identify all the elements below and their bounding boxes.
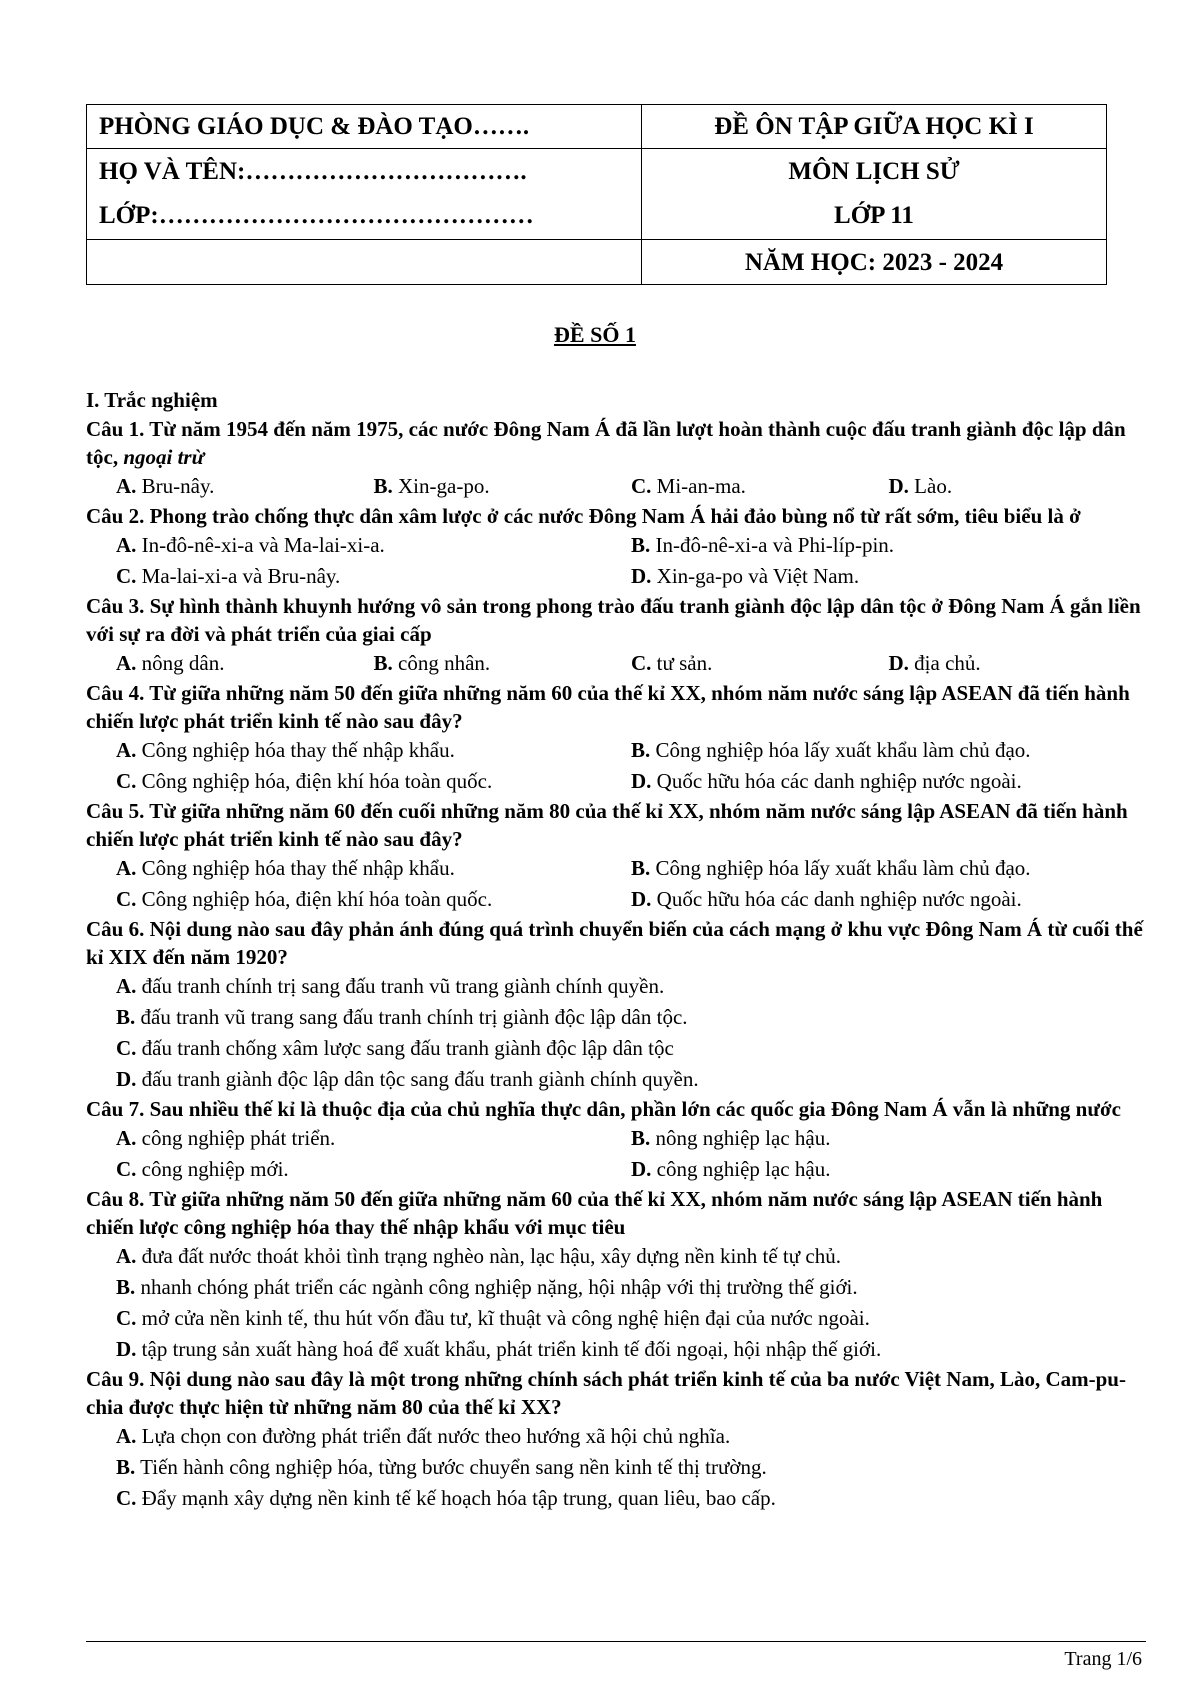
class-field: LỚP:………………………………………: [99, 202, 534, 229]
question-body: Từ giữa những năm 60 đến cuối những năm 80 của thế kỉ XX, nhóm năm nước sáng lập ASEAN đã tiến hành chiến lược phát triển kinh tế nào sau đây?: [86, 799, 1128, 851]
question-8: [86, 1185, 1146, 1365]
school-year-cell: [642, 240, 1107, 285]
option-a[interactable]: A. đưa đất nước thoát khỏi tình trạng nghèo nàn, lạc hậu, xây dựng nền kinh tế tự chủ.: [116, 1244, 841, 1268]
question-body: Nội dung nào sau đây phản ánh đúng quá trình chuyển biến của cách mạng ở khu vực Đông Nam Á từ cuối thế kỉ XIX đến năm 1920?: [86, 917, 1143, 969]
page-number: Trang 1/6: [1064, 1648, 1142, 1670]
options-row: [86, 884, 1146, 915]
student-info-cell: [87, 149, 642, 240]
option-c[interactable]: C. Mi-an-ma.: [631, 474, 746, 498]
department-cell: [87, 105, 642, 149]
option-d[interactable]: D. đấu tranh giành độc lập dân tộc sang đấu tranh giành chính quyền.: [116, 1067, 699, 1091]
option-d[interactable]: D. tập trung sản xuất hàng hoá để xuất khẩu, phát triển kinh tế đối ngoại, hội nhập thế giới.: [116, 1337, 882, 1361]
grade-level: LỚP 11: [834, 202, 914, 229]
question-label: Câu 9.: [86, 1367, 145, 1391]
option-c[interactable]: C. mở cửa nền kinh tế, thu hút vốn đầu tư, kĩ thuật và công nghệ hiện đại của nước ngoài.: [116, 1306, 870, 1330]
question-body: Sau nhiều thế kỉ là thuộc địa của chủ nghĩa thực dân, phần lớn các quốc gia Đông Nam Á vẫn là những nước: [149, 1097, 1121, 1121]
question-text: [86, 797, 1146, 853]
question-label: Câu 6.: [86, 917, 145, 941]
question-body: Từ năm 1954 đến năm 1975, các nước Đông Nam Á đã lần lượt hoàn thành cuộc đấu tranh giành độc lập dân tộc,: [86, 417, 1126, 469]
question-label: Câu 7.: [86, 1097, 145, 1121]
subject-cell: [642, 149, 1107, 240]
question-label: Câu 8.: [86, 1187, 145, 1211]
question-3: [86, 592, 1146, 679]
question-text: [86, 1095, 1146, 1123]
option-b[interactable]: B. công nhân.: [373, 651, 491, 675]
question-label: Câu 3.: [86, 594, 145, 618]
option-a[interactable]: A. Lựa chọn con đường phát triển đất nước theo hướng xã hội chủ nghĩa.: [116, 1424, 731, 1448]
school-year: NĂM HỌC: 2023 - 2024: [744, 248, 1004, 276]
option-b[interactable]: B. Công nghiệp hóa lấy xuất khẩu làm chủ đạo.: [631, 738, 1031, 762]
option-d[interactable]: D. Xin-ga-po và Việt Nam.: [631, 564, 860, 588]
question-7: [86, 1095, 1146, 1185]
question-text: [86, 1365, 1146, 1421]
question-text: [86, 679, 1146, 735]
name-field: HỌ VÀ TÊN:…………………………….: [99, 158, 527, 185]
option-c[interactable]: C. công nghiệp mới.: [116, 1157, 289, 1181]
option-a[interactable]: A. công nghiệp phát triển.: [116, 1126, 336, 1150]
option-c[interactable]: C. Công nghiệp hóa, điện khí hóa toàn quốc.: [116, 769, 493, 793]
options-row: [86, 561, 1146, 592]
option-d[interactable]: D. Lào.: [888, 474, 953, 498]
option-a[interactable]: A. Bru-nây.: [116, 474, 215, 498]
options-row: [86, 766, 1146, 797]
question-body: Sự hình thành khuynh hướng vô sản trong phong trào đấu tranh giành độc lập dân tộc ở Đông Nam Á gắn liền với sự ra đời và phát triển của giai cấp: [86, 594, 1141, 646]
question-4: [86, 679, 1146, 797]
option-d[interactable]: D. công nghiệp lạc hậu.: [631, 1157, 831, 1181]
option-a[interactable]: A. Công nghiệp hóa thay thế nhập khẩu.: [116, 738, 455, 762]
options-row: [86, 530, 1146, 561]
question-body: Phong trào chống thực dân xâm lược ở các nước Đông Nam Á hải đảo bùng nổ từ rất sớm, tiêu biểu là ở: [149, 504, 1081, 528]
options-row: [86, 1154, 1146, 1185]
question-text: [86, 502, 1146, 530]
exam-header-table: [86, 104, 1107, 285]
question-body: Từ giữa những năm 50 đến giữa những năm 60 của thế kỉ XX, nhóm năm nước sáng lập ASEAN tiến hành chiến lược công nghiệp hóa thay thế nhập khẩu với mục tiêu: [86, 1187, 1103, 1239]
section-title: I. Trắc nghiệm: [86, 388, 218, 412]
option-a[interactable]: A. In-đô-nê-xi-a và Ma-lai-xi-a.: [116, 533, 385, 557]
question-text: [86, 915, 1146, 971]
option-c[interactable]: C. tư sản.: [631, 651, 713, 675]
question-emphasis: ngoại trừ: [123, 445, 205, 469]
question-1: [86, 415, 1146, 502]
footer-divider: [86, 1641, 1146, 1642]
option-b[interactable]: B. đấu tranh vũ trang sang đấu tranh chính trị giành độc lập dân tộc.: [116, 1005, 688, 1029]
option-c[interactable]: C. Đẩy mạnh xây dựng nền kinh tế kế hoạch hóa tập trung, quan liêu, bao cấp.: [116, 1486, 776, 1510]
department-name: PHÒNG GIÁO DỤC & ĐÀO TẠO…….: [99, 113, 530, 140]
option-d[interactable]: D. địa chủ.: [888, 651, 981, 675]
option-d[interactable]: D. Quốc hữu hóa các danh nghiệp nước ngoài.: [631, 769, 1022, 793]
options-row: [86, 471, 1146, 502]
option-c[interactable]: C. đấu tranh chống xâm lược sang đấu tranh giành độc lập dân tộc: [116, 1036, 674, 1060]
option-b[interactable]: B. nhanh chóng phát triển các ngành công nghiệp nặng, hội nhập với thị trường thế giới.: [116, 1275, 858, 1299]
options-row: [86, 853, 1146, 884]
options-row: [86, 735, 1146, 766]
exam-number: ĐỀ SỐ 1: [554, 322, 636, 347]
question-label: Câu 4.: [86, 681, 145, 705]
option-a[interactable]: A. nông dân.: [116, 651, 225, 675]
question-6: [86, 915, 1146, 1095]
option-a[interactable]: A. đấu tranh chính trị sang đấu tranh vũ trang giành chính quyền.: [116, 974, 665, 998]
option-c[interactable]: C. Ma-lai-xi-a và Bru-nây.: [116, 564, 341, 588]
exam-title-cell: [642, 105, 1107, 149]
options-row: [86, 648, 1146, 679]
exam-title: ĐỀ ÔN TẬP GIỮA HỌC KÌ I: [714, 113, 1034, 140]
question-body: Nội dung nào sau đây là một trong những chính sách phát triển kinh tế của ba nước Việt Nam, Lào, Cam-pu-chia được thực hiện từ những năm 80 của thế kỉ XX?: [86, 1367, 1126, 1419]
question-text: [86, 592, 1146, 648]
question-label: Câu 5.: [86, 799, 145, 823]
question-2: [86, 502, 1146, 592]
question-9: [86, 1365, 1146, 1514]
option-c[interactable]: C. Công nghiệp hóa, điện khí hóa toàn quốc.: [116, 887, 493, 911]
subject-name: MÔN LỊCH SỬ: [788, 158, 960, 185]
option-b[interactable]: B. In-đô-nê-xi-a và Phi-líp-pin.: [631, 533, 895, 557]
question-body: Từ giữa những năm 50 đến giữa những năm 60 của thế kỉ XX, nhóm năm nước sáng lập ASEAN đã tiến hành chiến lược phát triển kinh tế nào sau đây?: [86, 681, 1130, 733]
options-row: [86, 1123, 1146, 1154]
question-label: Câu 2.: [86, 504, 145, 528]
option-a[interactable]: A. Công nghiệp hóa thay thế nhập khẩu.: [116, 856, 455, 880]
question-text: [86, 1185, 1146, 1241]
option-b[interactable]: B. Xin-ga-po.: [373, 474, 490, 498]
question-5: [86, 797, 1146, 915]
option-b[interactable]: B. Công nghiệp hóa lấy xuất khẩu làm chủ đạo.: [631, 856, 1031, 880]
question-label: Câu 1.: [86, 417, 145, 441]
option-b[interactable]: B. Tiến hành công nghiệp hóa, từng bước chuyển sang nền kinh tế thị trường.: [116, 1455, 767, 1479]
option-d[interactable]: D. Quốc hữu hóa các danh nghiệp nước ngoài.: [631, 887, 1022, 911]
question-text: [86, 415, 1146, 471]
exam-content: [86, 385, 1146, 1514]
option-b[interactable]: B. nông nghiệp lạc hậu.: [631, 1126, 831, 1150]
empty-cell: [87, 240, 642, 285]
